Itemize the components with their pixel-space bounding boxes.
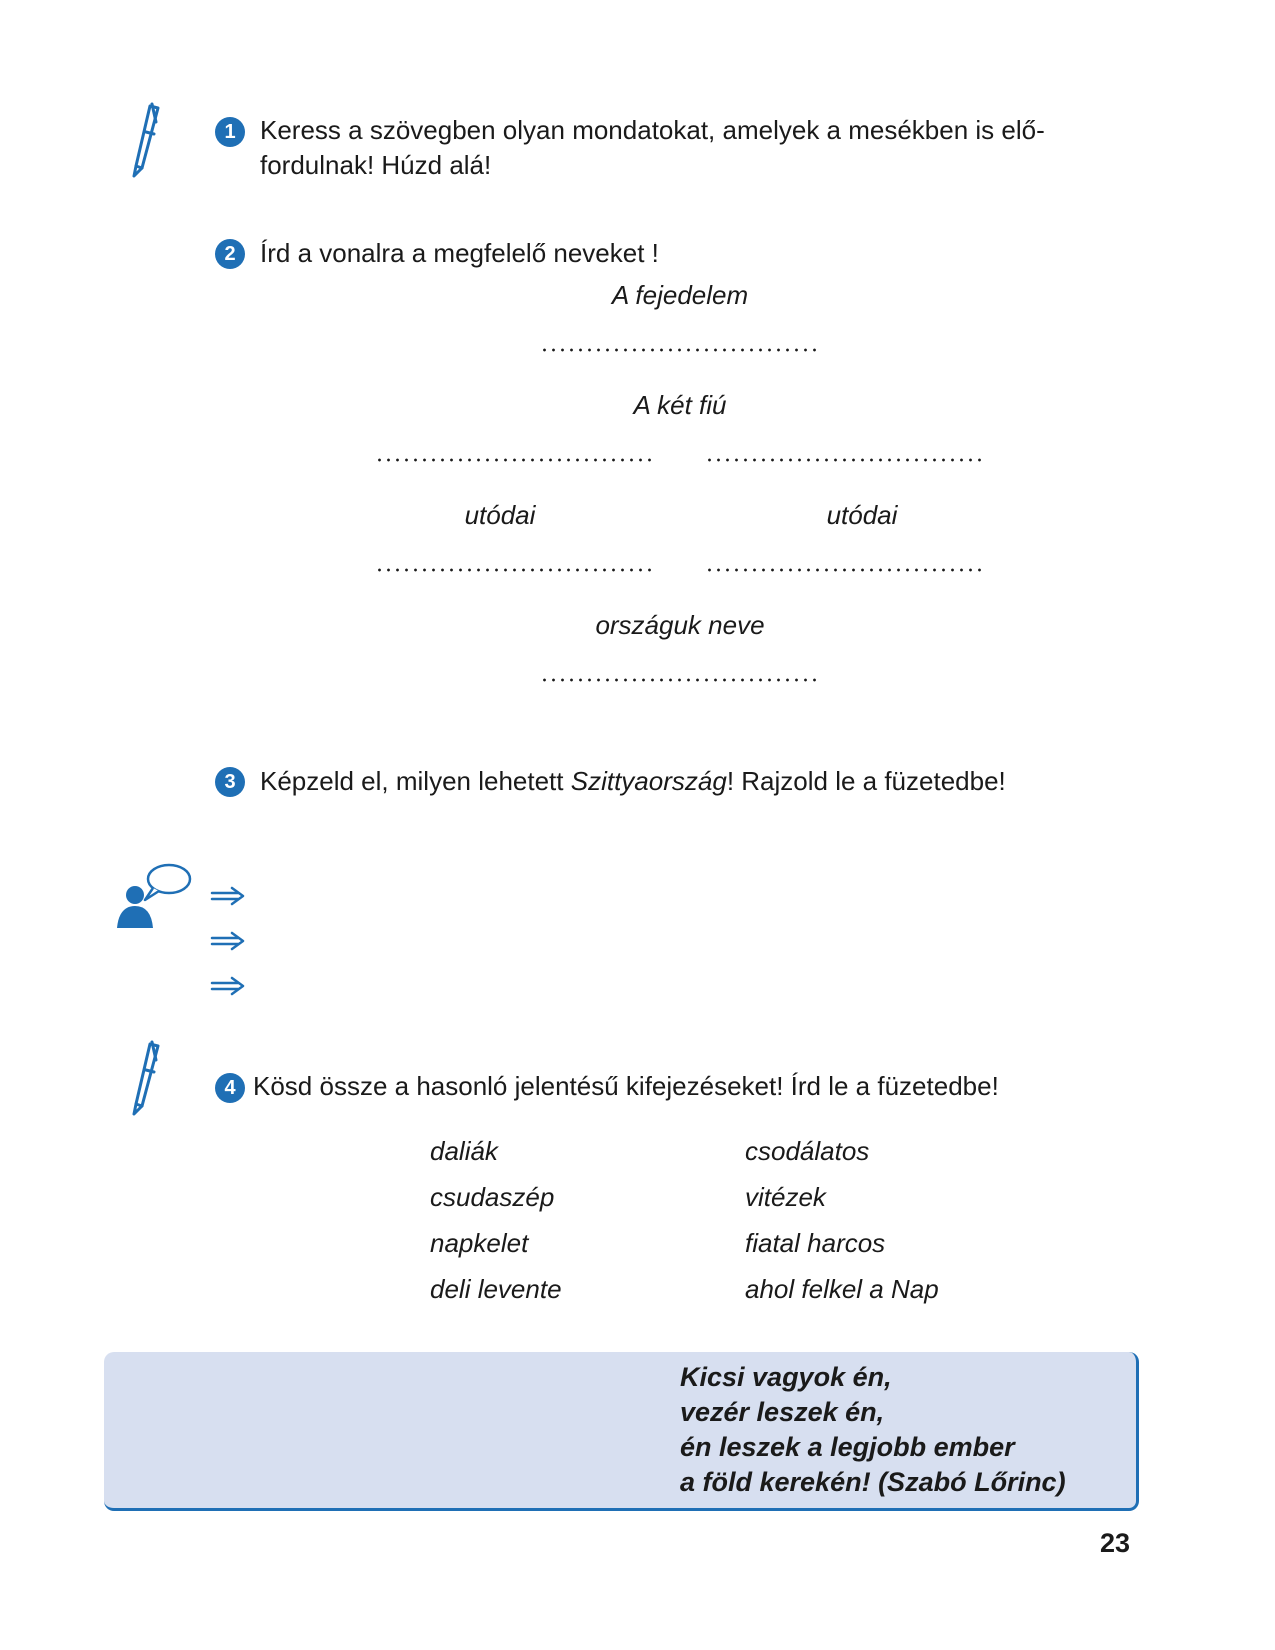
double-arrow-icon [210, 974, 246, 998]
answer-line-utodai-right[interactable] [705, 567, 985, 573]
poem-line-1: Kicsi vagyok én, [680, 1362, 892, 1392]
task-number-1: 1 [215, 117, 245, 147]
left-word-1: daliák [430, 1136, 498, 1166]
answer-line-fiu-right[interactable] [705, 457, 985, 463]
right-word-2: vitézek [745, 1182, 826, 1212]
right-word-3: fiatal harcos [745, 1228, 886, 1258]
left-word-2: csudaszép [430, 1182, 555, 1212]
left-word-3: napkelet [430, 1228, 529, 1258]
pen-icon [128, 1040, 168, 1120]
answer-line-orszag[interactable] [540, 677, 820, 683]
task-1-line-1: Keress a szövegben olyan mondatokat, amelyek a mesékben is elő- [260, 115, 1045, 145]
poem-line-2: vezér leszek én, [680, 1397, 885, 1427]
speech-person-icon [115, 862, 195, 932]
answer-line-utodai-left[interactable] [375, 567, 655, 573]
task-2-text: Írd a vonalra a megfelelő neveket ! [260, 238, 659, 268]
task-3-text [260, 764, 1006, 798]
label-orszaguk-neve: országuk neve [595, 610, 765, 640]
answer-line-fejedelem[interactable] [540, 347, 820, 353]
task-4-text: Kösd össze a hasonló jelentésű kifejezéseket! Írd le a füzetedbe! [253, 1071, 999, 1101]
double-arrow-icon [210, 884, 246, 908]
task-3-text-italic: Szittyaország [570, 766, 727, 796]
right-word-4: ahol felkel a Nap [745, 1274, 939, 1304]
task-3-text-after: ! Rajzold le a füzetedbe! [726, 766, 1006, 796]
double-arrow-icon [210, 929, 246, 953]
answer-line-fiu-left[interactable] [375, 457, 655, 463]
label-ket-fiu: A két fiú [633, 390, 727, 420]
poem-line-4: a föld kerekén! (Szabó Lőrinc) [680, 1467, 1066, 1497]
label-fejedelem: A fejedelem [611, 280, 749, 310]
task-1-line-2: fordulnak! Húzd alá! [260, 150, 492, 180]
task-number-2: 2 [215, 239, 245, 269]
left-word-4: deli levente [430, 1274, 562, 1304]
label-utodai-left: utódai [464, 500, 536, 530]
label-utodai-right: utódai [826, 500, 898, 530]
task-3-text-before: Képzeld el, milyen lehetett [260, 766, 571, 796]
task-number-4: 4 [215, 1073, 245, 1103]
pen-icon [128, 102, 168, 182]
right-word-1: csodálatos [745, 1136, 870, 1166]
page-number: 23 [1100, 1528, 1131, 1558]
task-number-3: 3 [215, 767, 245, 797]
poem-line-3: én leszek a legjobb ember [680, 1432, 1015, 1462]
